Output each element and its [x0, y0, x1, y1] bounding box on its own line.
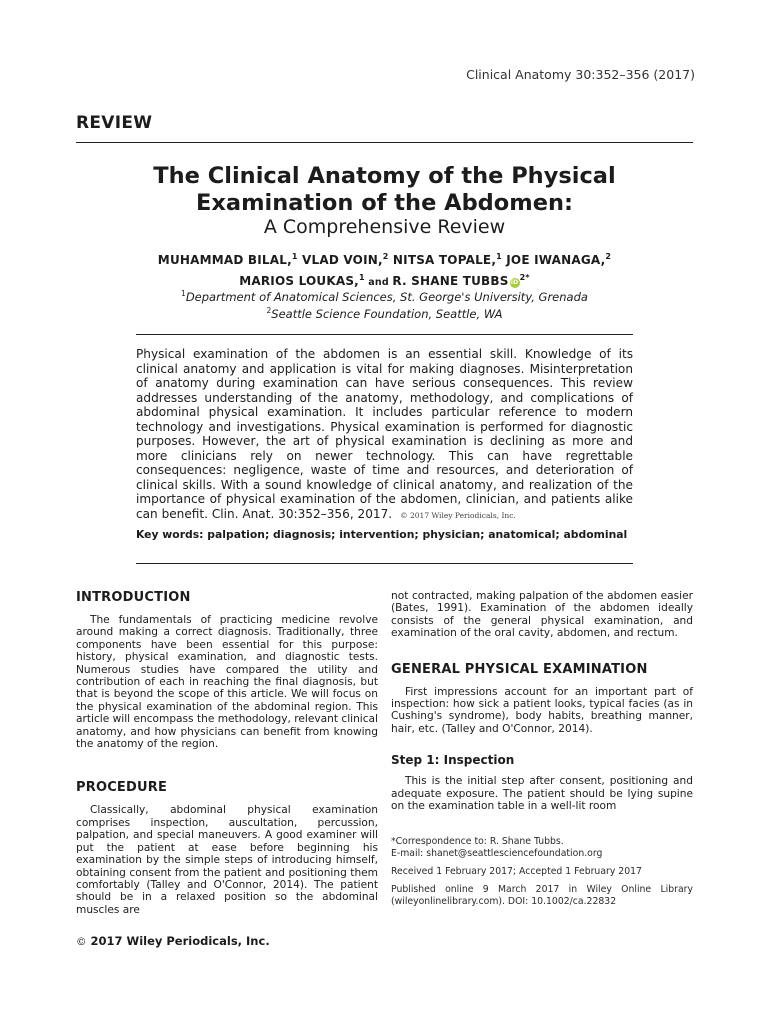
section-label: REVIEW	[76, 113, 153, 133]
continued-paragraph: not contracted, making palpation of the abdomen easier (Bates, 1991). Examination of the abdomen ideally consists of the general physical examination, and examination of the oral cavity, abdomen, and rectum.	[391, 590, 693, 640]
procedure-paragraph: Classically, abdominal physical examination comprises inspection, auscultation, percussion, palpation, and special maneuvers. A good examiner will put the patient at ease before beginning his examination by the simple steps of introducing himself, obtaining consent from the patient and positioning them comfortably (Talley and O'Connor, 2014). The patient should be in a relaxed position so the abdominal muscles are	[76, 804, 378, 916]
title-line-2: Examination of the Abdomen:	[196, 190, 573, 216]
affiliation-sup: 1	[181, 289, 186, 298]
affiliation-2	[76, 304, 693, 321]
header-rule	[76, 142, 693, 143]
title-line-1: The Clinical Anatomy of the Physical	[153, 163, 616, 189]
orcid-icon[interactable]: iD	[510, 279, 519, 286]
correspondence-note: *Correspondence to: R. Shane Tubbs.	[391, 836, 564, 847]
journal-reference: Clinical Anatomy 30:352–356 (2017)	[466, 67, 695, 82]
abstract-text: Physical examination of the abdomen is an essential skill. Knowledge of its clinical anatomy and application is vital for making diagnoses. Misinterpretation of anatomy during examination can have serious consequences. This review addresses understanding of the anatomy, methodology, and complications of abdominal physical examination. It includes particular reference to modern technology and investigations. Physical examination is performed for diagnostic purposes. However, the art of physical examination is declining as more and more clinicians rely on newer technology. This can have regrettable consequences: negligence, waste of time and resources, and deterioration of clinical skills. With a sound knowledge of clinical anatomy, and realization of the importance of physical examination of the abdomen, clinician, and patients alike can benefit. Clin. Anat. 30:352–356, 2017.	[136, 347, 633, 521]
author-affil-sup: 1	[358, 273, 365, 282]
right-column	[391, 590, 693, 812]
affiliation-text: Seattle Science Foundation, Seattle, WA	[271, 307, 503, 322]
affiliations	[76, 287, 693, 322]
abstract-top-rule	[136, 334, 633, 335]
abstract	[136, 347, 633, 523]
intro-heading: INTRODUCTION	[76, 590, 191, 605]
author-affil-sup: 2*	[519, 273, 530, 282]
footnotes	[391, 836, 693, 908]
author-name: MUHAMMAD BILAL,	[157, 253, 292, 267]
abstract-bottom-rule	[136, 563, 633, 564]
general-exam-heading: GENERAL PHYSICAL EXAMINATION	[391, 661, 648, 677]
copyright-icon: ©	[76, 936, 87, 948]
author-name: MARIOS LOUKAS,	[239, 274, 359, 288]
author-list	[76, 248, 693, 291]
author-affil-sup: 1	[496, 252, 502, 261]
step1-heading: Step 1: Inspection	[391, 753, 515, 768]
keywords: Key words: palpation; diagnosis; intervention; physician; anatomical; abdominal	[136, 528, 628, 541]
author-name: JOE IWANAGA,	[501, 253, 606, 267]
intro-paragraph: The fundamentals of practicing medicine revolve around making a correct diagnosis. Traditionally, three components have been essential for this purpose: history, physical examination, and diagnostic tests. Numerous studies have compared the utility and contribution of each in reaching the final diagnosis, but that is beyond the scope of this article. We will focus on the physical examination of the abdominal region. This article will encompass the methodology, relevant clinical anatomy, and how physicians can benefit from knowing the anatomy of the region.	[76, 614, 378, 751]
left-column	[76, 590, 378, 916]
author-name: NITSA TOPALE,	[388, 253, 497, 267]
author-affil-sup: 1	[291, 252, 298, 261]
published-note: Published online 9 March 2017 in Wiley Online Library (wileyonlinelibrary.com). DOI: 10.1002/ca.22832	[391, 884, 693, 907]
author-affil-sup: 2	[382, 252, 389, 261]
abstract-copyright: © 2017 Wiley Periodicals, Inc.	[400, 510, 516, 520]
affiliation-1	[76, 287, 693, 304]
affiliation-text: Department of Anatomical Sciences, St. George's University, Grenada	[185, 289, 588, 304]
step1-paragraph: This is the initial step after consent, positioning and adequate exposure. The patient should be lying supine on the examination table in a well-lit room	[391, 775, 693, 813]
page-footer	[76, 934, 270, 948]
general-exam-paragraph: First impressions account for an important part of inspection: how sick a patient looks, typical facies (as in Cushing's syndrome), body habits, breathing manner, hair, etc. (Talley and O'Connor, 2014).	[391, 685, 693, 735]
received-note: Received 1 February 2017; Accepted 1 February 2017	[391, 866, 642, 877]
article-subtitle: A Comprehensive Review	[263, 216, 506, 238]
author-name: VLAD VOIN,	[297, 253, 383, 267]
author-line-1	[76, 248, 693, 269]
email-note[interactable]: E-mail: shanet@seattlesciencefoundation.org	[391, 848, 603, 859]
procedure-heading: PROCEDURE	[76, 780, 168, 796]
article-title	[76, 163, 693, 217]
footer-text: 2017 Wiley Periodicals, Inc.	[90, 934, 270, 948]
author-name: R. SHANE TUBBS	[392, 274, 509, 288]
affiliation-sup: 2	[266, 306, 272, 316]
author-conjunction: and	[364, 277, 393, 288]
author-affil-sup: 2	[605, 252, 612, 261]
